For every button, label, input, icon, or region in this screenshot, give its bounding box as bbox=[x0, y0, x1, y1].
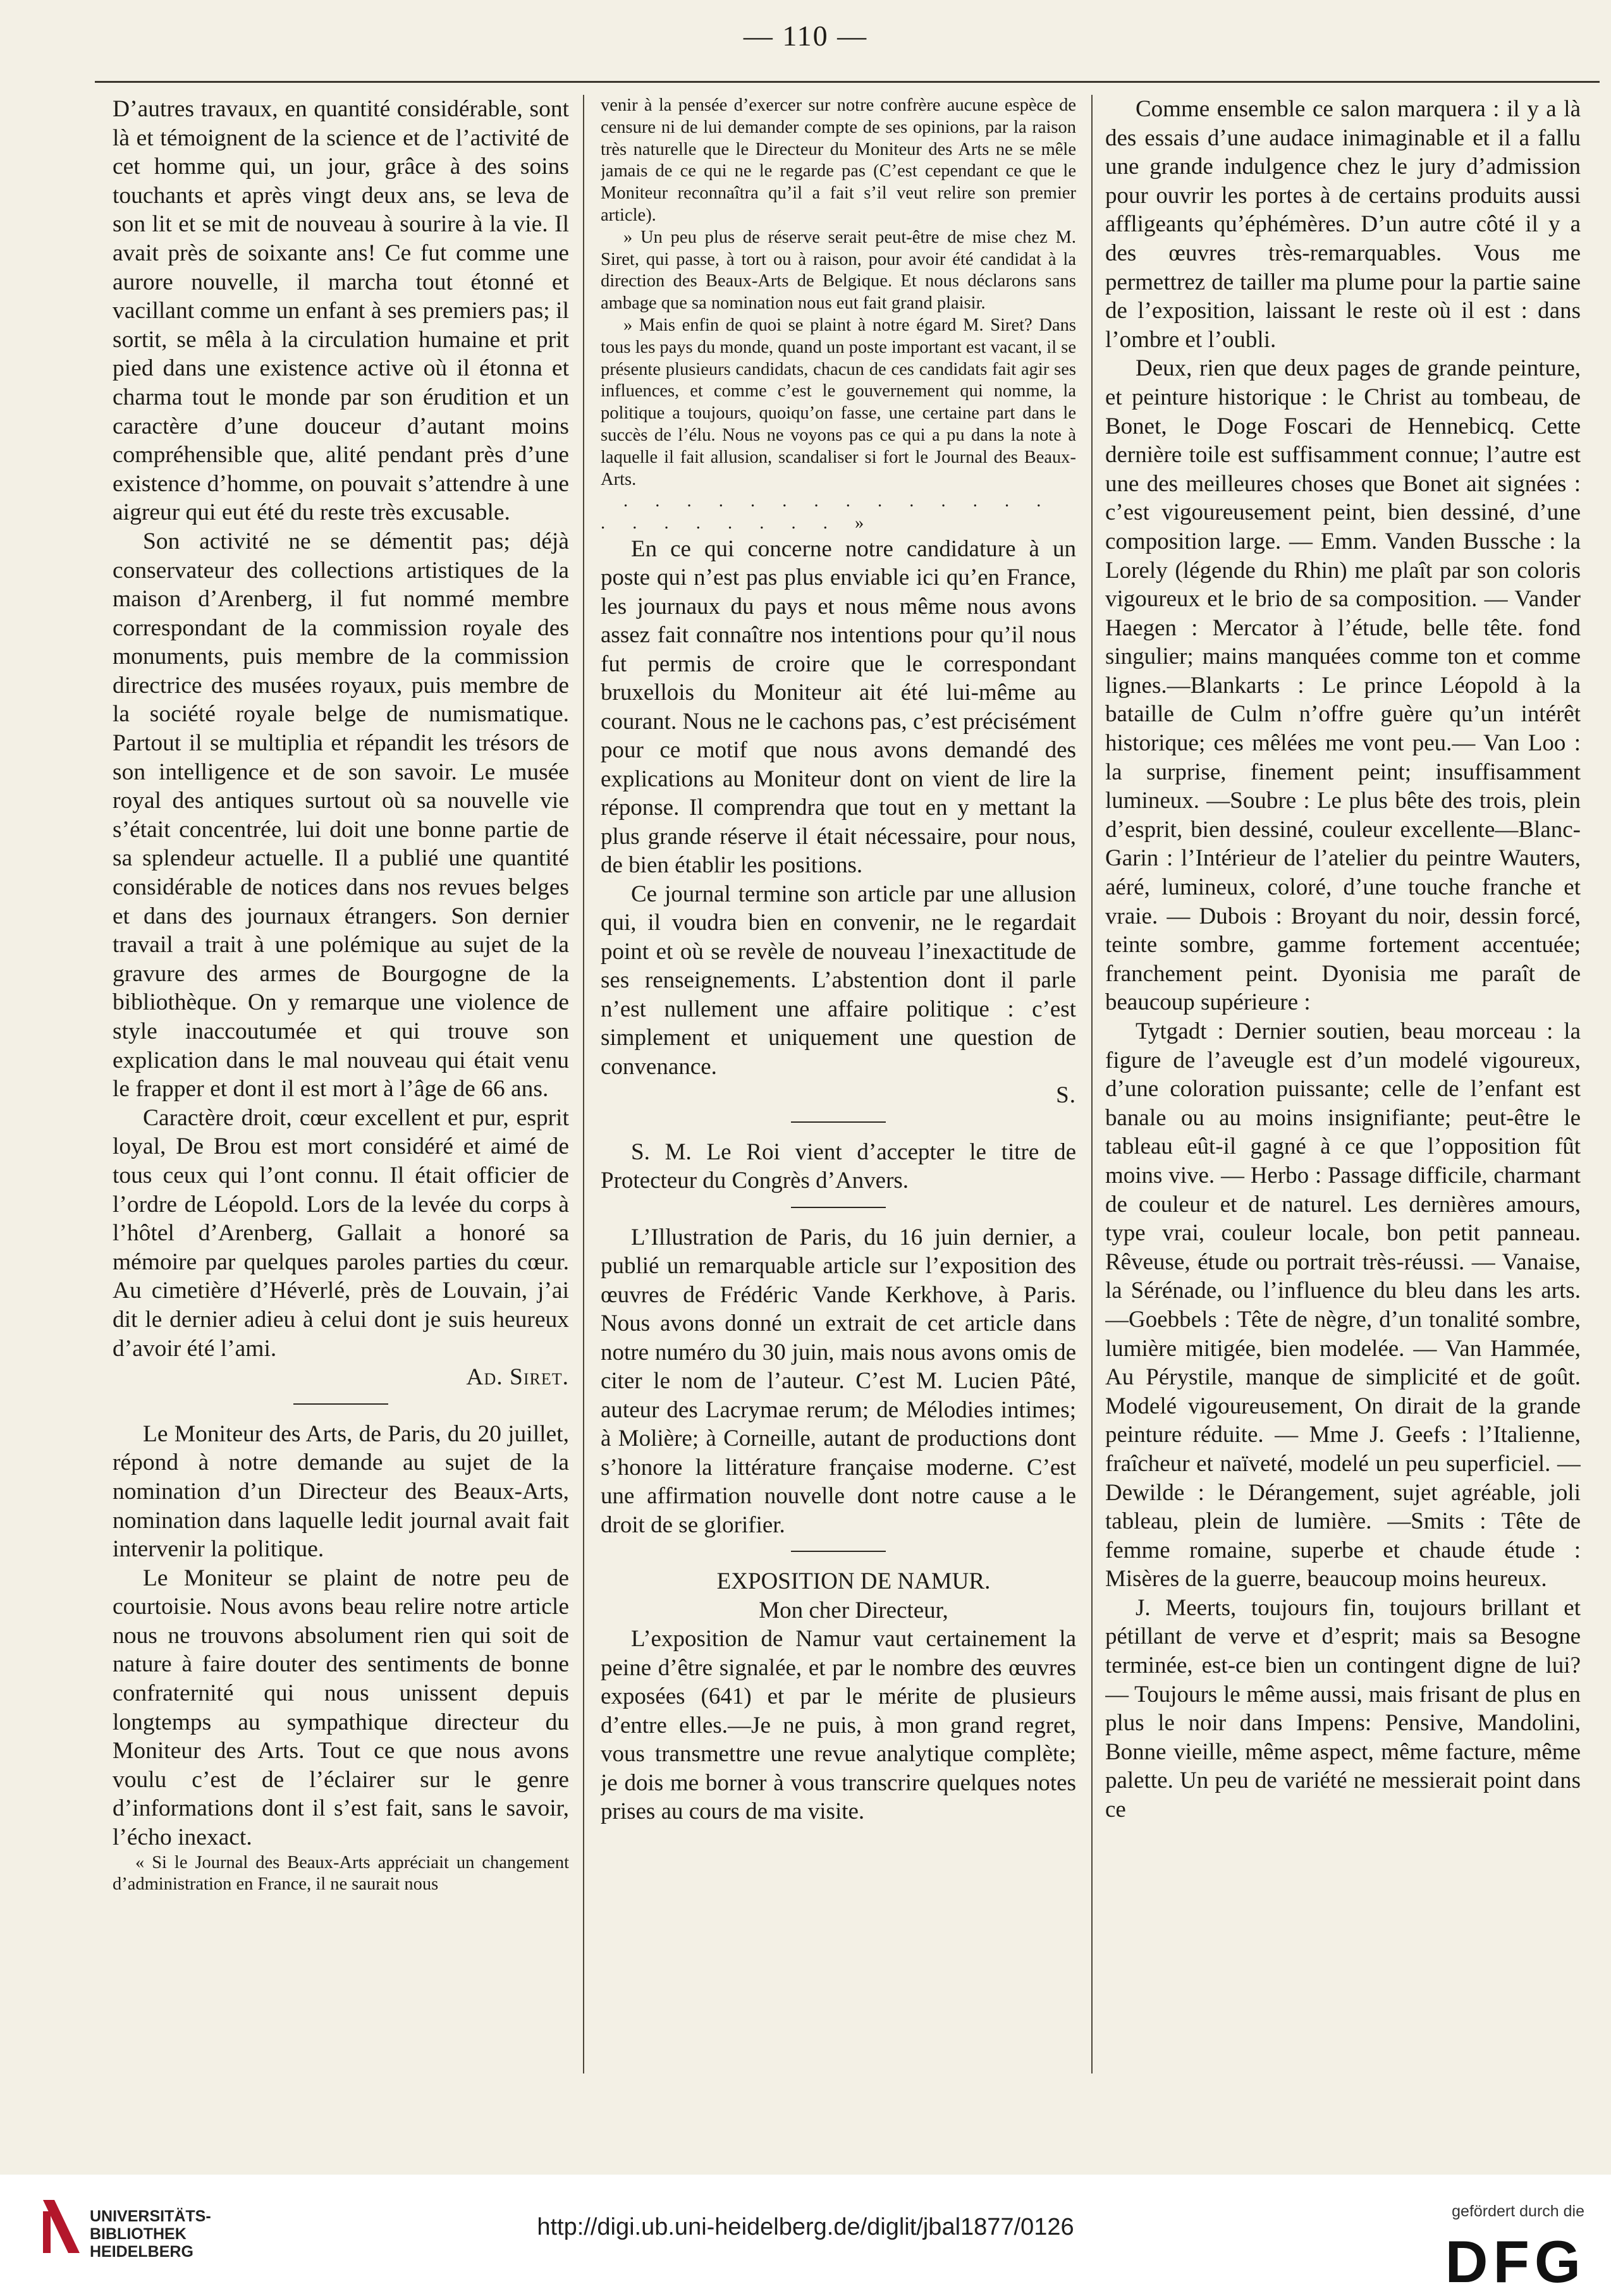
quote-start: « Si le Journal des Beaux-Arts appréciait un changement d’administration en France, il ne saurait nous bbox=[113, 1852, 569, 1895]
middle-paragraph-3: S. M. Le Roi vient d’accepter le titre de Protecteur du Congrès d’Anvers. bbox=[601, 1139, 1076, 1194]
column-rule-2 bbox=[1091, 95, 1093, 2073]
right-column bbox=[1105, 95, 1581, 2048]
left-paragraph-2: Son activité ne se démentit pas; déjà conservateur des collections artistiques de la maison d’Arenberg, il fut nommé membre correspondant de la commission royale des monuments, puis membre de la commission directrice des musées royaux, puis membre de la société royale belge de numismatique. Partout il se multiplia et répandit les trésors de son intelligence et de son savoir. Le musée royal des antiques surtout où sa nouvelle vie s’était concentrée, lui doit une bonne partie de sa splendeur actuelle. Il a publié une quantité considérable de notices dans nos revues belges et dans des journaux étrangers. Son dernier travail a trait à une polémique au sujet de la gravure des armes de Bourgogne de la bibliothèque. On y remarque une violence de style inaccoutumée et qui trouve son explication dans le mal nouveau qui était venu le frapper et dont il est mort à l’âge de 66 ans. bbox=[113, 528, 569, 1102]
ellipsis-line: . . . . . . . . . . . . . . . . . . . . . . » bbox=[601, 491, 1053, 534]
header-rule bbox=[95, 81, 1600, 83]
dfg-logo: DFG bbox=[1445, 2228, 1586, 2295]
funded-by-label: gefördert durch die bbox=[1452, 2202, 1584, 2220]
left-paragraph-5: Le Moniteur se plaint de notre peu de courtoisie. Nous avons beau relire notre article nous ne trouvons absolument rien qui soit de nature à faire douter des sentiments de bonne confraternité qui nous unissent depuis longtemps au sympathique directeur du Moniteur des Arts. Tout ce que nous avons voulu c’est de l’éclairer sur le genre d’informations dont il s’est fait, sans le savoir, l’écho inexact. bbox=[113, 1565, 569, 1851]
right-paragraph-1: Comme ensemble ce salon marquera : il y a là des essais d’une audace inimaginable et il a fallu une grande indulgence chez le jury d’admission pour ouvrir les portes à de certains produits aussi affligeants qu’éphémères. D’un autre côté il y a des œuvres très-remarquables. Vous me permettrez de tailler ma plume pour la partie saine de l’exposition, laissant le reste où il est : dans l’ombre et l’oubli. bbox=[1105, 96, 1581, 353]
right-paragraph-4: J. Meerts, toujours fin, toujours brillant et pétillant de verve et d’esprit; mais sa Besogne terminée, est-ce bien un contingent digne de lui? — Toujours le même aussi, mais frisant de plus en plus le noir dans Impens: Pensive, Mandolini, Bonne vieille, même aspect, même facture, même palette. Un peu de variété ne messierait point dans ce bbox=[1105, 1594, 1581, 1823]
library-name-line: HEIDELBERG bbox=[90, 2243, 193, 2261]
middle-column bbox=[601, 95, 1076, 2048]
quote-paragraph-3: » Mais enfin de quoi se plaint à notre égard M. Siret? Dans tous les pays du monde, quand un poste important est vacant, il se présente plusieurs candidats, chacun de ces candidats fait agir ses influences, et comme c’est le gouvernement qui nomme, la politique a toujours, quoiqu’on fasse, une certaine part dans le succès de l’élu. Nous ne voyons pas ce qui a pu dans la note à laquelle il fait allusion, scandaliser si fort le Journal des Beaux-Arts. bbox=[601, 315, 1076, 489]
separator bbox=[293, 1403, 388, 1405]
middle-paragraph-5: L’exposition de Namur vaut certainement la peine d’être signalée, et par le nombre des œuvres exposées (641) et par le mérite de plusieurs d’entre elles.—Je ne puis, à mon grand regret, vous transmettre une revue analytique complète; je dois me borner à vous transcrire quelques notes prises au cours de ma visite. bbox=[601, 1626, 1076, 1825]
left-column bbox=[113, 95, 569, 2048]
quote-paragraph-2: » Un peu plus de réserve serait peut-être de mise chez M. Siret, qui passe, à tort ou à raison, pour avoir été candidat à la direction des Beaux-Arts de Belgique. Et nous déclarons sans ambage que sa nomination nous eut fait grand plaisir. bbox=[601, 227, 1076, 314]
page-number: — 110 — bbox=[743, 20, 868, 52]
section-heading: EXPOSITION DE NAMUR. bbox=[716, 1568, 991, 1595]
middle-paragraph-1: En ce qui concerne notre candidature à un poste qui n’est pas plus enviable ici qu’en France, les journaux du pays et nous même nous avons assez fait connaître nos intentions pour qu’il nous fut permis de croire que le correspondant bruxellois du Moniteur ait été lui-même au courant. Nous ne le cachons pas, c’est précisément pour ce motif que nous avons demandé des explications au Moniteur dont on vient de lire la réponse. Il comprendra que tout en y mettant la plus grande réserve il était nécessaire, pour nous, de bien établir les positions. bbox=[601, 535, 1076, 879]
quoted-reply bbox=[601, 95, 1076, 535]
left-paragraph-3: Caractère droit, cœur excellent et pur, esprit loyal, De Brou est mort considéré et aimé de tous ceux qui l’ont connu. Il était officier de l’ordre de Léopold. Lors de la levée du corps à l’hôtel d’Arenberg, Gallait a honoré sa mémoire par quelques paroles parties du cœur. Au cimetière d’Héverlé, près de Louvain, j’ai dit le dernier adieu à celui dont je suis heureux d’avoir été l’ami. bbox=[113, 1104, 569, 1362]
left-paragraph-1: D’autres travaux, en quantité considérable, sont là et témoignent de la science et de l’activité de cet homme qui, un jour, grâce à des soins touchants et après vingt deux ans, se leva de son lit et se mit de nouveau à sourire à la vie. Il avait près de soixante ans! Ce fut comme une aurore nouvelle, il marcha tout étonné et vacillant comme un enfant à ses premiers pas; il sortit, se mêla à la circulation humaine et prit pied dans une existence active où il étonna et charma tout le monde par son érudition et un caractère d’une douceur d’autant moins compréhensible que, alité pendant près d’une existence d’homme, on pouvait s’attendre à une aigreur qui eut été du reste très excusable. bbox=[113, 96, 569, 526]
left-paragraph-4: Le Moniteur des Arts, de Paris, du 20 juillet, répond à notre demande au sujet de la nomination d’un Directeur des Beaux-Arts, nomination dans laquelle ledit journal avait fait intervenir la politique. bbox=[113, 1420, 569, 1563]
library-name-line: BIBLIOTHEK bbox=[90, 2225, 187, 2243]
salutation: Mon cher Directeur, bbox=[759, 1597, 948, 1623]
separator bbox=[791, 1551, 886, 1552]
quote-paragraph-1: venir à la pensée d’exercer sur notre confrère aucune espèce de censure ni de lui demander compte de ses opinions, par la raison très naturelle que le Directeur du Moniteur des Arts ne se mêle jamais de ce qui ne le regarde pas (C’est cependant ce que le Moniteur reconnaîtra qu’il a fait s’il veut relire son premier article). bbox=[601, 95, 1076, 225]
middle-paragraph-2: Ce journal termine son article par une allusion qui, il voudra bien en convenir, ne le regardait point et où se revèle de nouveau l’inexactitude de ses renseignements. L’abstention dont il parle n’est nullement une affaire politique : c’est simplement et uniquement une question de convenance. bbox=[601, 881, 1076, 1080]
right-paragraph-3: Tytgadt : Dernier soutien, beau morceau : la figure de l’aveugle est d’un modelé vigoureux, d’une coloration puissante; celle de l’enfant est banale ou au moins insignifiante; peut-être le tableau eût-il gagné à ce que l’opposition fût moins vive. — Herbo : Passage difficile, charmant de couleur et de naturel. Les dernières amours, type vrai, couleur locale, bon petit panneau. Rêveuse, étude ou portrait très-réussi. — Vanaise, la Sérénade, ou l’influence du bleu dans les arts. —Goebbels : Tête de nègre, d’un tonalité sombre, lumière mitigée, bien modelée. — Van Hammée, Au Pérystile, manque de simplicité et de goût. Modelé vigoureusement, On dirait de la grande peinture réduite. — Mme J. Geefs : l’Italienne, fraîcheur et naïveté, modelé un peu superficiel. — Dewilde : le Dérangement, sujet agréable, joli tableau, plein de lumière. —Smits : Tête de femme romaine, superbe et chaude étude : Misères de la guerre, beaucoup moins heureux. bbox=[1105, 1018, 1581, 1592]
right-paragraph-2: Deux, rien que deux pages de grande peinture, et peinture historique : le Christ au tombeau, de Bonet, le Doge Foscari de Hennebicq. Cette dernière toile est suffisamment connue; l’autre est une des meilleures choses que Bonet ait signées : c’est vigoureusement peint, bien dessiné, d’une composition large. — Emm. Vanden Bussche : la Lorely (légende du Rhin) me plaît par son coloris vigoureux et le brio de sa composition. — Vander Haegen : Mercator à l’étude, belle tête. fond singulier; mains manquées comme ton et comme lignes.—Blankarts : Le prince Léopold à la bataille de Culm n’offre guère qu’un intérêt historique; ces mêlées me vont peu.— Van Loo : la surprise, finement peint; insuffisamment lumineux. —Soubre : Le plus bête des trois, plein d’esprit, bien dessiné, couleur excellente—Blanc-Garin : l’Intérieur de l’atelier du peintre Wauters, aéré, lumineux, coloré, d’une touche franche et vraie. — Dubois : Broyant du noir, dessin forcé, teinte sombre, gamme fortement accentuée; franchement peint. Dyonisia me paraît de beaucoup supérieure : bbox=[1105, 355, 1581, 1016]
signature-s: S. bbox=[1056, 1082, 1076, 1109]
library-name-line: UNIVERSITÄTS- bbox=[90, 2207, 211, 2225]
footer-bar bbox=[0, 2175, 1611, 2295]
column-rule-1 bbox=[583, 95, 584, 2073]
middle-paragraph-4: L’Illustration de Paris, du 16 juin dernier, a publié un remarquable article sur l’exposition des œuvres de Frédéric Vande Kerkhove, à Paris. Nous avons donné un extrait de cet article dans notre numéro du 30 juin, mais nous avons omis de citer le nom de l’auteur. C’est M. Lucien Pâté, auteur des Lacrymae rerum; de Mélodies intimes; à Molière; à Corneille, autant de productions dont s’honore la littérature française moderne. C’est une affirmation nouvelle dont notre cause a le droit de se glorifier. bbox=[601, 1224, 1076, 1538]
signature: Ad. Siret. bbox=[466, 1364, 569, 1391]
source-url[interactable]: http://digi.ub.uni-heidelberg.de/diglit/jbal1877/0126 bbox=[537, 2214, 1074, 2240]
separator bbox=[791, 1121, 886, 1123]
separator bbox=[791, 1207, 886, 1208]
